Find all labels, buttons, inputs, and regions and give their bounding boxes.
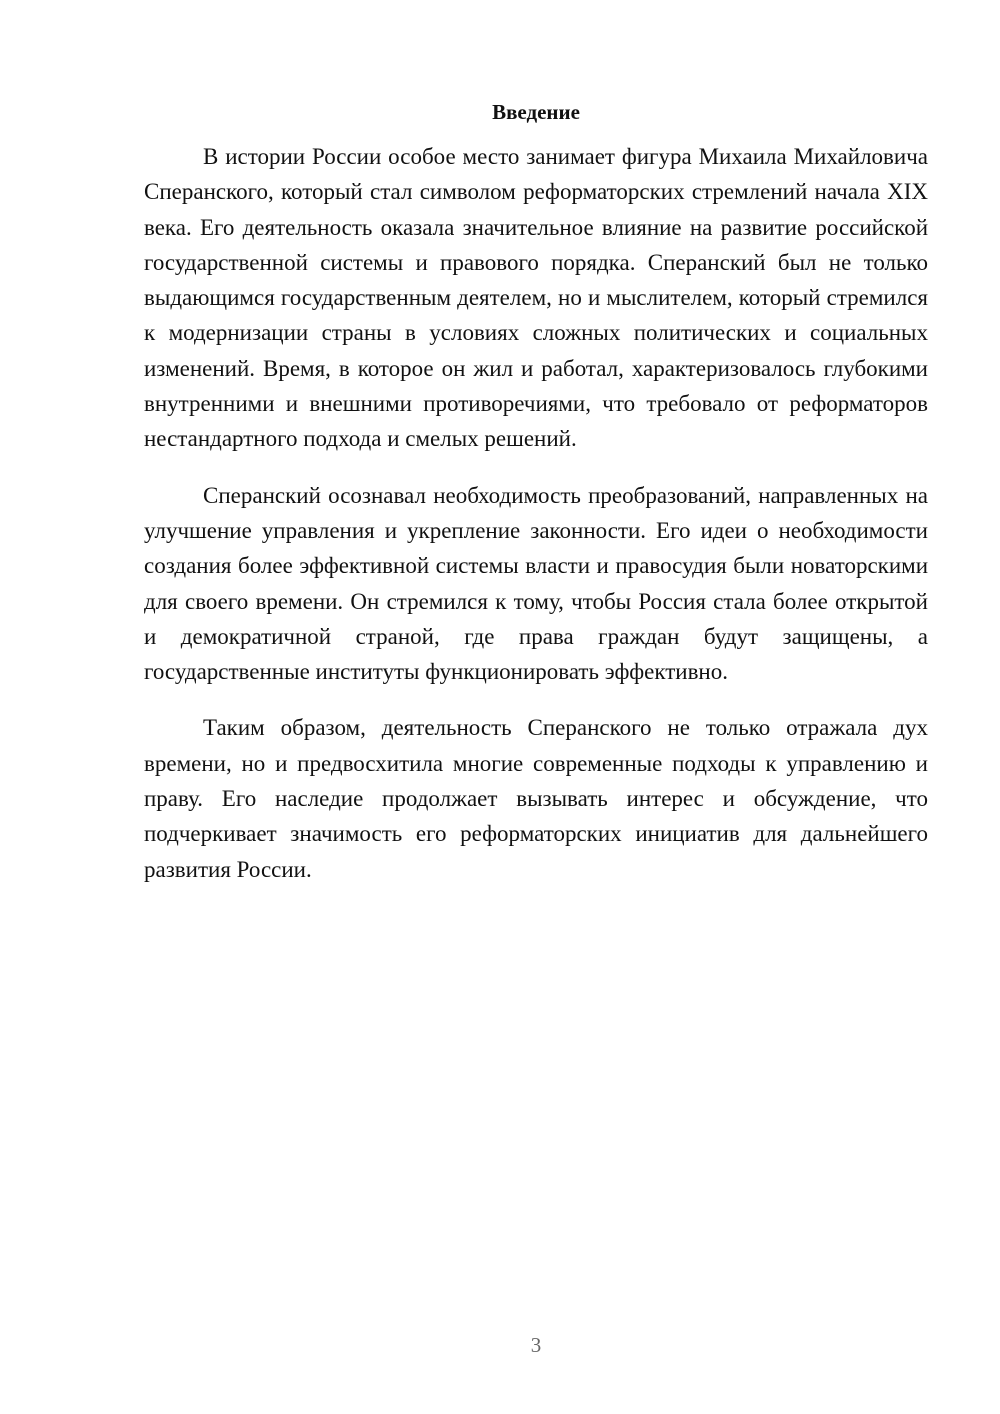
paragraph-conclusion: Таким образом, деятельность Сперанского не только отражала дух времени, но и предвосхитила многие современные подходы к управлению и праву. Его наследие продолжает вызывать интерес и обсуждение, что подчеркивает значимость его реформаторских инициатив для дальнейшего развития России.	[144, 715, 928, 882]
document-body	[144, 94, 928, 887]
paragraph-intro: В истории России особое место занимает фигура Михаила Михайловича Сперанского, который стал символом реформаторских стремлений начала XIX века. Его деятельность оказала значительное влияние на развитие российской государственной системы и правового порядка. Сперанский был не только выдающимся государственным деятелем, но и мыслителем, который стремился к модернизации страны в условиях сложных политических и социальных изменений. Время, в которое он жил и работал, характеризовалось глубокими внутренними и внешними противоречиями, что требовало от реформаторов нестандартного подхода и смелых решений.	[144, 144, 928, 452]
page-number: 3	[530, 1333, 542, 1357]
paragraph-reforms: Сперанский осознавал необходимость преобразований, направленных на улучшение управления и укрепление законности. Его идеи о необходимости создания более эффективной системы власти и правосудия были новаторскими для своего времени. Он стремился к тому, чтобы Россия стала более открытой и демократичной страной, где права граждан будут защищены, а государственные институты функционировать эффективно.	[144, 482, 928, 685]
page-title: Введение	[492, 100, 580, 124]
